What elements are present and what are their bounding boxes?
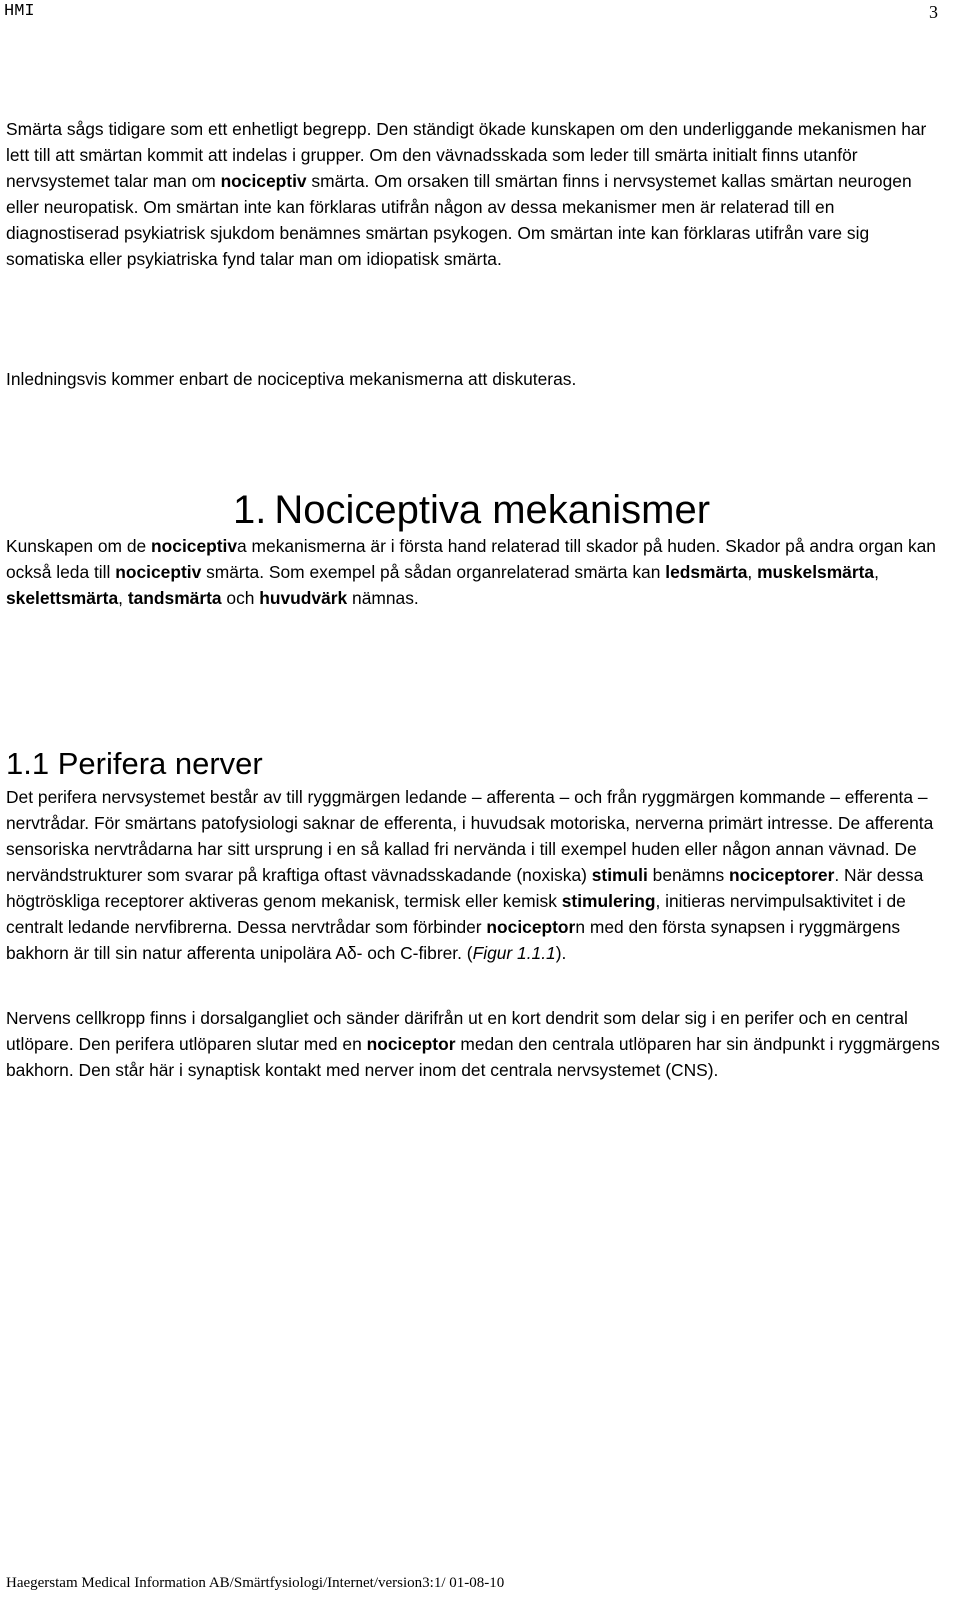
intro-paragraph [6, 116, 941, 272]
page-number: 3 [929, 2, 938, 22]
section-heading-1 [233, 487, 710, 533]
text-run: ). [555, 943, 567, 963]
term-huvudvark: huvudvärk [259, 588, 348, 608]
text-run: n med den första synapsen i ryggmärgens bakhorn är till sin natur afferenta unipolära Aδ- och C-fibrer. ( [6, 917, 901, 963]
section-title: Nociceptiva mekanismer [274, 488, 711, 532]
text-run: , [118, 588, 128, 608]
text-run: Det perifera nervsystemet består av till ryggmärgen ledande – afferenta – och från ryggmärgen kommande – efferenta – nervtrådar. För smärtans patofysiologi saknar de efferenta, i huvudsak motoriska, nerverna primärt intresse. De afferenta sensoriska nervtrådarna har sitt ursprung i en så kallad fri nervända i till exempel huden eller någon annan vävnad. De nervändstrukturer som svarar på kraftiga oftast vävnadsskadande (noxiska) [6, 787, 934, 885]
section-heading-1-1: 1.1 Perifera nerver [6, 746, 263, 781]
term-nociceptor: nociceptor [486, 917, 576, 937]
text-run: . När dessa högtröskliga receptorer aktiveras genom mekanisk, termisk eller kemisk [6, 865, 924, 911]
term-skelettsmarta: skelettsmärta [6, 588, 119, 608]
text-run: Kunskapen om de [6, 536, 152, 556]
page-header [0, 0, 960, 26]
figure-reference: Figur 1.1.1 [472, 943, 556, 963]
page-footer: Haegerstam Medical Information AB/Smärtfysiologi/Internet/version3:1/ 01-08-10 [6, 1575, 505, 1591]
term-nociceptorer: nociceptorer [729, 865, 835, 885]
text-run: och [221, 588, 260, 608]
text-run: , [874, 562, 879, 582]
intro-paragraph-2: Inledningsvis kommer enbart de nociceptiva mekanismerna att diskuteras. [6, 369, 577, 389]
header-title: HMI [4, 2, 35, 21]
text-run: , initieras nervimpulsaktivitet i de centralt ledande nervfibrerna. Dessa nervtrådar som förbinder [6, 891, 906, 937]
term-nociceptiv: nociceptiv [220, 171, 307, 191]
term-stimulering: stimulering [561, 891, 656, 911]
text-run: Smärta sågs tidigare som ett enhetligt begrepp. Den ständigt ökade kunskapen om den underliggande mekanismen har lett till att smärtan kommit att indelas i grupper. Om den vävnadsskada som leder till smärta initialt finns utanför nervsystemet talar man om [6, 119, 927, 191]
term-nociceptor: nociceptor [366, 1034, 456, 1054]
term-nociceptiv: nociceptiv [115, 562, 202, 582]
term-nociceptiv: nociceptiv [151, 536, 238, 556]
term-muskelsmarta: muskelsmärta [757, 562, 875, 582]
text-run: a mekanismerna är i första hand relaterad till skador på huden. Skador på andra organ kan också leda till [6, 536, 936, 582]
text-run: , [747, 562, 758, 582]
text-run: nämnas. [347, 588, 419, 608]
text-run: benämns [647, 865, 730, 885]
text-run: smärta. Som exempel på sådan organrelaterad smärta kan [201, 562, 666, 582]
section1-paragraph [6, 533, 941, 611]
term-stimuli: stimuli [591, 865, 648, 885]
term-ledsmarta: ledsmärta [665, 562, 748, 582]
section11-paragraph-2 [6, 1005, 941, 1083]
text-run: smärta. Om orsaken till smärtan finns i nervsystemet kallas smärtan neurogen eller neuropatisk. Om smärtan inte kan förklaras utifrån någon av dessa mekanismer men är relaterad till en diagnostiserad psykiatrisk sjukdom benämnes smärtan psykogen. Om smärtan inte kan förklaras utifrån vare sig somatiska eller psykiatriska fynd talar man om idiopatisk smärta. [6, 171, 912, 269]
text-run: Nervens cellkropp finns i dorsalgangliet och sänder därifrån ut en kort dendrit som delar sig i en perifer och en central utlöpare. Den perifera utlöparen slutar med en [6, 1008, 908, 1054]
text-run: medan den centrala utlöparen har sin ändpunkt i ryggmärgens bakhorn. Den står här i synaptisk kontakt med nerver inom det centrala nervsystemet (CNS). [6, 1034, 940, 1080]
section11-paragraph-1 [6, 784, 941, 966]
section-number: 1. [233, 488, 267, 532]
term-tandsmarta: tandsmärta [127, 588, 222, 608]
